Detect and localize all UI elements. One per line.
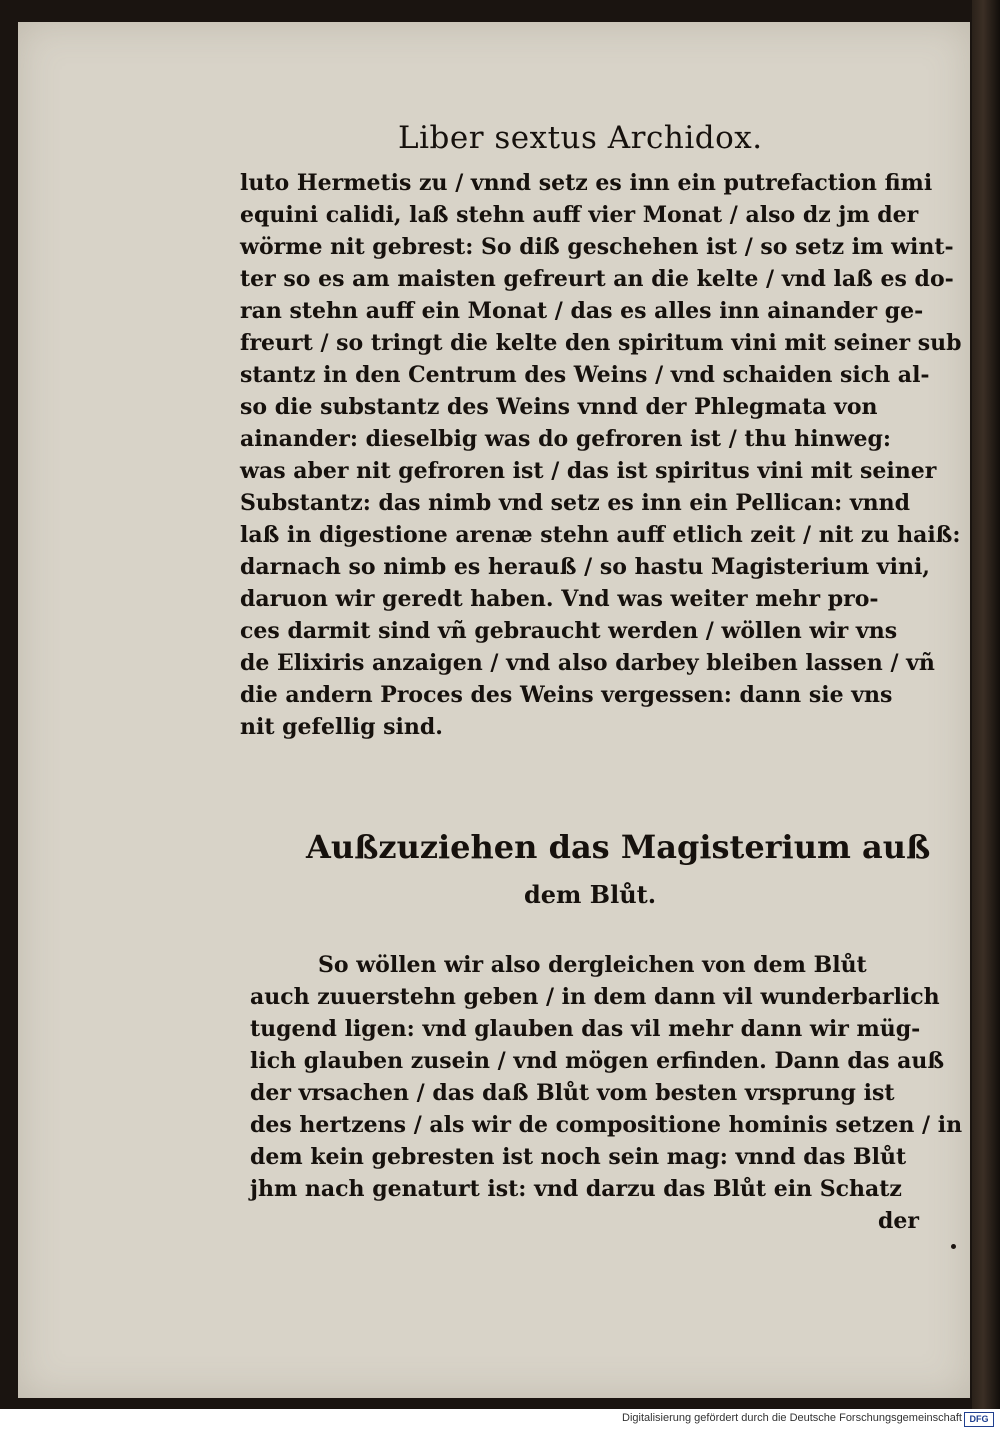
text-line: die andern Proces des Weins vergessen: dann sie vns	[240, 682, 893, 708]
digitization-footer	[0, 1409, 1000, 1429]
book-page	[18, 22, 970, 1398]
text-line: laß in digestione arenæ stehn auff etlich zeit / nit zu haiß:	[240, 522, 961, 548]
catchword: der	[878, 1208, 919, 1234]
text-line: dem kein gebresten ist noch sein mag: vnnd das Blůt	[250, 1144, 907, 1170]
text-line: ces darmit sind vñ gebraucht werden / wöllen wir vns	[240, 618, 898, 644]
text-line: lich glauben zusein / vnd mögen erfinden. Dann das auß	[250, 1048, 945, 1074]
text-line: tugend ligen: vnd glauben das vil mehr dann wir müg-	[250, 1016, 921, 1042]
section-heading: Außzuziehen das Magisterium auß	[306, 828, 931, 866]
text-line: freurt / so tringt die kelte den spiritum vini mit seiner sub	[240, 330, 962, 356]
text-line: des hertzens / als wir de compositione hominis setzen / in	[250, 1112, 963, 1138]
book-spine-edge	[972, 0, 1000, 1409]
text-line: wörme nit gebrest: So diß geschehen ist / so setz im wint-	[240, 234, 954, 260]
text-line: darnach so nimb es herauß / so hastu Magisterium vini,	[240, 554, 930, 580]
funding-credit-text: Digitalisierung gefördert durch die Deutsche Forschungsgemeinschaft	[622, 1412, 962, 1424]
text-line: So wöllen wir also dergleichen von dem Blůt	[318, 952, 867, 978]
text-line: daruon wir geredt haben. Vnd was weiter mehr pro-	[240, 586, 879, 612]
text-line: so die substantz des Weins vnnd der Phlegmata von	[240, 394, 878, 420]
text-line: ter so es am maisten gefreurt an die kelte / vnd laß es do-	[240, 266, 954, 292]
running-head: Liber sextus Archidox.	[398, 120, 763, 156]
text-line: auch zuuerstehn geben / in dem dann vil wunderbarlich	[250, 984, 940, 1010]
text-line: ran stehn auff ein Monat / das es alles inn ainander ge-	[240, 298, 924, 324]
text-line: equini calidi, laß stehn auff vier Monat / also dz jm der	[240, 202, 919, 228]
text-line: stantz in den Centrum des Weins / vnd schaiden sich al-	[240, 362, 930, 388]
text-line: luto Hermetis zu / vnnd setz es inn ein putrefaction fimi	[240, 170, 933, 196]
text-line: Substantz: das nimb vnd setz es inn ein Pellican: vnnd	[240, 490, 911, 516]
text-line: der vrsachen / das daß Blůt vom besten vrsprung ist	[250, 1080, 895, 1106]
ink-speck	[951, 1244, 956, 1249]
text-line: ainander: dieselbig was do gefroren ist / thu hinweg:	[240, 426, 892, 452]
section-heading-continuation: dem Blůt.	[524, 880, 657, 909]
text-line: de Elixiris anzaigen / vnd also darbey bleiben lassen / vñ	[240, 650, 935, 676]
text-line: jhm nach genaturt ist: vnd darzu das Blůt ein Schatz	[250, 1176, 902, 1202]
text-line: was aber nit gefroren ist / das ist spiritus vini mit seiner	[240, 458, 937, 484]
dfg-logo-icon: DFG	[964, 1412, 994, 1427]
text-line: nit gefellig sind.	[240, 714, 443, 740]
